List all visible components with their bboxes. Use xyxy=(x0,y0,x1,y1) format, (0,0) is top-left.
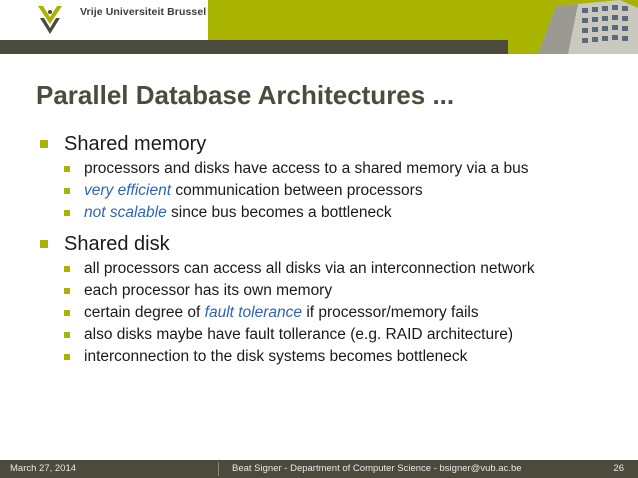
bullet-square-icon xyxy=(40,240,48,248)
vub-logo-icon xyxy=(32,2,68,38)
bullet-square-icon xyxy=(64,210,70,216)
sub-bullet xyxy=(36,158,626,180)
bullet-square-icon xyxy=(64,166,70,172)
university-logo xyxy=(0,0,208,40)
slide-content xyxy=(36,130,626,368)
bullet-square-icon xyxy=(64,332,70,338)
bullet-heading: Shared disk xyxy=(64,233,170,255)
sub-bullet-text: communication between processors xyxy=(171,182,423,199)
bullet-square-icon xyxy=(64,288,70,294)
footer-divider xyxy=(218,462,219,476)
sub-bullet-text: interconnection to the disk systems becomes bottleneck xyxy=(84,348,468,365)
sub-bullet xyxy=(36,324,626,346)
highlighted-term: very efficient xyxy=(84,182,172,199)
sub-bullet-text: each processor has its own memory xyxy=(84,282,333,299)
sub-bullet xyxy=(36,346,626,368)
sub-bullet-text: also disks maybe have fault tollerance (e.g. RAID architecture) xyxy=(84,326,514,343)
sub-bullet-text: if processor/memory fails xyxy=(302,304,479,321)
highlighted-term: not scalable xyxy=(84,204,167,221)
footer-date: March 27, 2014 xyxy=(10,463,77,474)
slide-title: Parallel Database Architectures ... xyxy=(36,80,455,110)
bullet-shared-disk xyxy=(36,230,626,258)
bullet-square-icon xyxy=(40,140,48,148)
slide-footer xyxy=(0,460,638,478)
sub-bullet xyxy=(36,180,626,202)
bullet-shared-memory xyxy=(36,130,626,158)
sub-bullet xyxy=(36,302,626,324)
page-number: 26 xyxy=(613,463,624,474)
sub-bullet xyxy=(36,258,626,280)
sub-bullet xyxy=(36,202,626,224)
sub-bullet-text: processors and disks have access to a shared memory via a bus xyxy=(84,160,529,177)
bullet-square-icon xyxy=(64,310,70,316)
sub-bullet xyxy=(36,280,626,302)
bullet-square-icon xyxy=(64,354,70,360)
highlighted-term: fault tolerance xyxy=(204,304,303,321)
sub-bullet-text: since bus becomes a bottleneck xyxy=(166,204,392,221)
bullet-heading: Shared memory xyxy=(64,133,207,155)
university-name: Vrije Universiteit Brussel xyxy=(80,6,207,18)
sub-bullet-text: all processors can access all disks via an interconnection network xyxy=(84,260,535,277)
bullet-square-icon xyxy=(64,188,70,194)
sub-bullet-text: certain degree of xyxy=(84,304,205,321)
bullet-square-icon xyxy=(64,266,70,272)
footer-author: Beat Signer - Department of Computer Science - bsigner@vub.ac.be xyxy=(232,463,522,474)
building-image xyxy=(508,0,638,54)
